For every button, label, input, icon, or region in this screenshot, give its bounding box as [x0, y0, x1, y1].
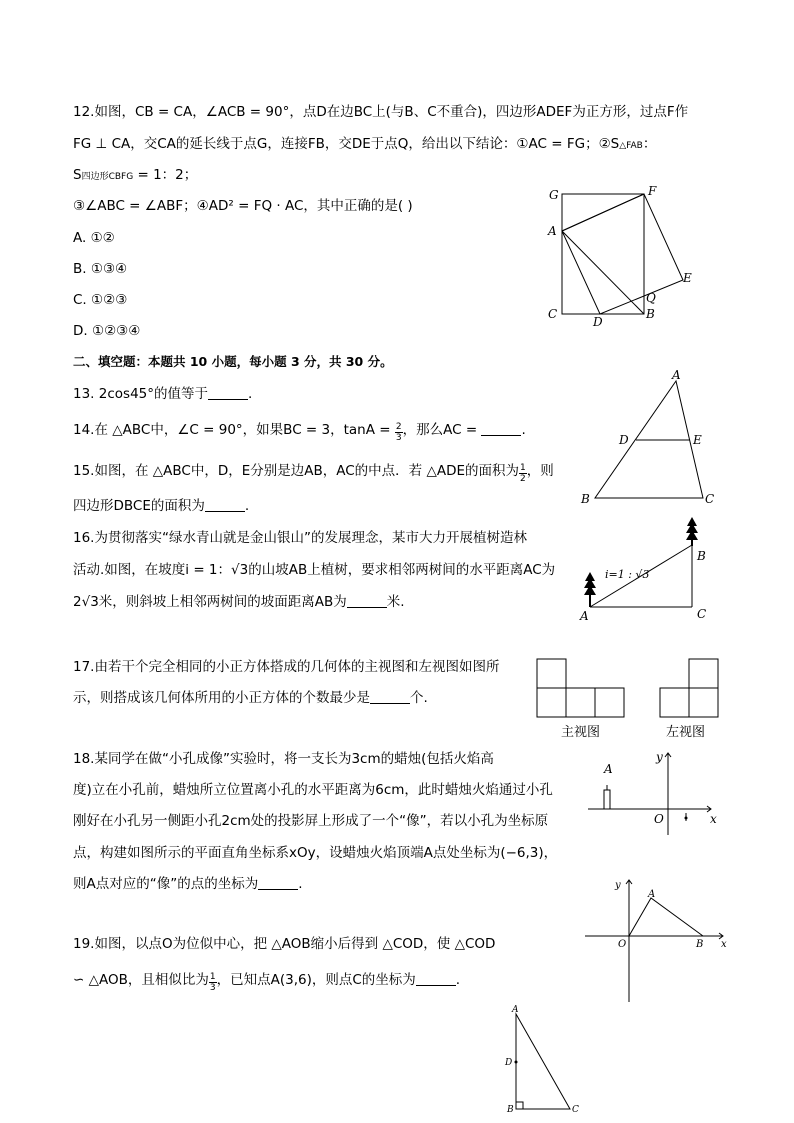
q19-line1: 19.如图，以点O为位似中心，把 △AOB缩小后得到 △COD，使 △COD [73, 936, 496, 952]
q15-line2-post: . [244, 498, 250, 514]
label-O: O [654, 812, 664, 826]
q18-line5 [73, 874, 303, 894]
q14-blank[interactable] [481, 423, 521, 436]
right-triangle-figure [503, 1002, 593, 1120]
label-y: y [656, 750, 663, 764]
label-G: G [549, 188, 559, 202]
q12-line3-sub: 四边形CBFG [81, 172, 134, 182]
front-view-caption: 主视图 [561, 725, 601, 740]
label-D: D [593, 315, 603, 329]
q12-option-c: C. ①②③ [73, 292, 128, 308]
q15-line2-text: 四边形DBCE的面积为 [73, 498, 205, 514]
label-A: A [672, 368, 681, 382]
label-B: B [581, 492, 590, 506]
left-view-caption: 左视图 [666, 725, 706, 740]
label-C: C [548, 307, 558, 321]
tree-icon-a [584, 572, 596, 607]
q12-line1: 12.如图，CB = CA，∠ACB = 90°，点D在边BC上(与B、C不重合)，四边形ADEF为正方形，过点F作 [73, 104, 689, 120]
label-A: A [512, 1005, 519, 1015]
label-A: A [548, 224, 557, 238]
section-2-heading: 二、填空题：本题共 10 小题，每小题 3 分，共 30 分。 [73, 354, 393, 369]
q18-line3: 刚好在小孔另一侧距小孔2cm处的投影屏上形成了一个“像”，若以小孔为坐标原 [73, 813, 549, 829]
q12-line2-sub: △FAB [619, 141, 643, 151]
q14-fraction [395, 422, 403, 443]
q16-line1: 16.为贯彻落实“绿水青山就是金山银山”的发展理念，某市大力开展植树造林 [73, 530, 527, 546]
label-E: E [693, 433, 702, 447]
q18-line4: 点，构建如图所示的平面直角坐标系xOy，设蜡烛火焰顶端A点处坐标为(−6,3)， [73, 845, 558, 861]
label-A: A [580, 609, 589, 623]
q13-post: . [248, 386, 253, 402]
label-Q: Q [646, 291, 656, 305]
q12-line3-S: S [73, 167, 82, 183]
q19-line2-post: . [455, 972, 461, 988]
label-x: x [710, 812, 717, 826]
q12-line2-end: ： [642, 136, 657, 152]
q16-line3-post: 米. [386, 594, 405, 610]
q14-mid: ，那么AC = [402, 422, 482, 438]
label-E: E [683, 271, 692, 285]
q15-text: 15.如图，在 △ABC中，D，E分别是边AB，AC的中点．若 △ADE的面积为 [73, 463, 520, 479]
q18-line5-text: 则A点对应的“像”的点的坐标为 [73, 876, 259, 892]
q15-line1 [73, 461, 554, 484]
q12-line3 [73, 165, 197, 187]
q13-blank[interactable] [208, 387, 248, 400]
q15-blank[interactable] [205, 499, 245, 512]
label-x: x [721, 939, 727, 950]
q12-line2-text: FG ⊥ CA，交CA的延长线于点G，连接FB，交DE于点Q，给出以下结论：①AC = FG；②S [73, 136, 620, 152]
q14-num: 2 [395, 422, 402, 432]
q15-num: 1 [520, 463, 526, 473]
label-O: O [618, 939, 627, 950]
q18-pinhole-figure [588, 745, 728, 835]
q17-line2-post: 个. [410, 690, 428, 706]
q15-post: ，则 [526, 463, 554, 479]
label-C: C [697, 607, 707, 621]
q12-line3-rest: = 1：2； [133, 167, 198, 183]
q19-line2-mid: ，已知点A(3,6)，则点C的坐标为 [216, 972, 416, 988]
q16-line2: 活动.如图，在坡度i = 1：√3的山坡AB上植树，要求相邻两树间的水平距离AC为 [73, 562, 556, 578]
q14-post: . [521, 422, 526, 438]
q18-blank[interactable] [258, 877, 298, 890]
q19-den: 3 [209, 983, 216, 993]
q16-line3 [73, 592, 405, 612]
label-B: B [697, 549, 706, 563]
q17-line1: 17.由若干个完全相同的小正方体搭成的几何体的主视图和左视图如图所 [73, 659, 500, 675]
q17-front-view [536, 658, 626, 718]
q15-triangle-figure [575, 368, 725, 508]
q12-option-a: A. ①② [73, 230, 115, 246]
q14 [73, 420, 526, 443]
q15-line2 [73, 496, 249, 516]
q12-figure [540, 180, 700, 330]
q12-option-d: D. ①②③④ [73, 323, 141, 339]
q12-line4: ③∠ABC = ∠ABF；④AD² = FQ · AC，其中正确的是( ) [73, 198, 413, 214]
q19-line2 [73, 970, 460, 993]
tree-icon-b [686, 517, 698, 546]
label-B: B [507, 1105, 514, 1115]
label-D: D [619, 433, 629, 447]
label-y: y [615, 880, 621, 891]
q13 [73, 384, 252, 404]
q14-den: 3 [395, 433, 402, 443]
q19-similarity-figure [585, 874, 735, 1004]
q18-line1: 18.某同学在做“小孔成像”实验时，将一支长为3cm的蜡烛(包括火焰高 [73, 751, 494, 767]
label-B: B [696, 939, 704, 950]
q19-fraction [209, 972, 217, 993]
label-A: A [648, 889, 656, 900]
q16-line3-text: 2√3米，则斜坡上相邻两树间的坡面距离AB为 [73, 594, 347, 610]
q13-text: 13. 2cos45°的值等于 [73, 386, 208, 402]
q16-slope-figure [575, 512, 725, 627]
label-F: F [648, 184, 657, 198]
q17-left-view [658, 658, 720, 718]
slope-ratio-label: i=1 : √3 [605, 568, 650, 581]
q12-option-b: B. ①③④ [73, 261, 128, 277]
q15-den: 2 [520, 474, 526, 484]
q17-line2-text: 示，则搭成该几何体所用的小正方体的个数最少是 [73, 690, 370, 706]
q14-text: 14.在 △ABC中，∠C = 90°，如果BC = 3，tanA = [73, 422, 395, 438]
label-B: B [646, 307, 655, 321]
q19-line2-text: ∽ △AOB，且相似比为 [73, 972, 209, 988]
label-C: C [572, 1105, 579, 1115]
q17-line2 [73, 688, 428, 708]
q19-num: 1 [209, 972, 216, 982]
label-C: C [705, 492, 715, 506]
q12-line2 [73, 134, 656, 156]
q16-blank[interactable] [347, 595, 387, 608]
q15-fraction [519, 463, 527, 484]
q17-blank[interactable] [370, 691, 410, 704]
q18-line5-post: . [298, 876, 303, 892]
label-A: A [604, 762, 613, 776]
label-D: D [505, 1058, 513, 1068]
q18-line2: 度)立在小孔前，蜡烛所立位置离小孔的水平距离为6cm，此时蜡烛火焰通过小孔 [73, 782, 553, 798]
q19-blank[interactable] [416, 973, 456, 986]
